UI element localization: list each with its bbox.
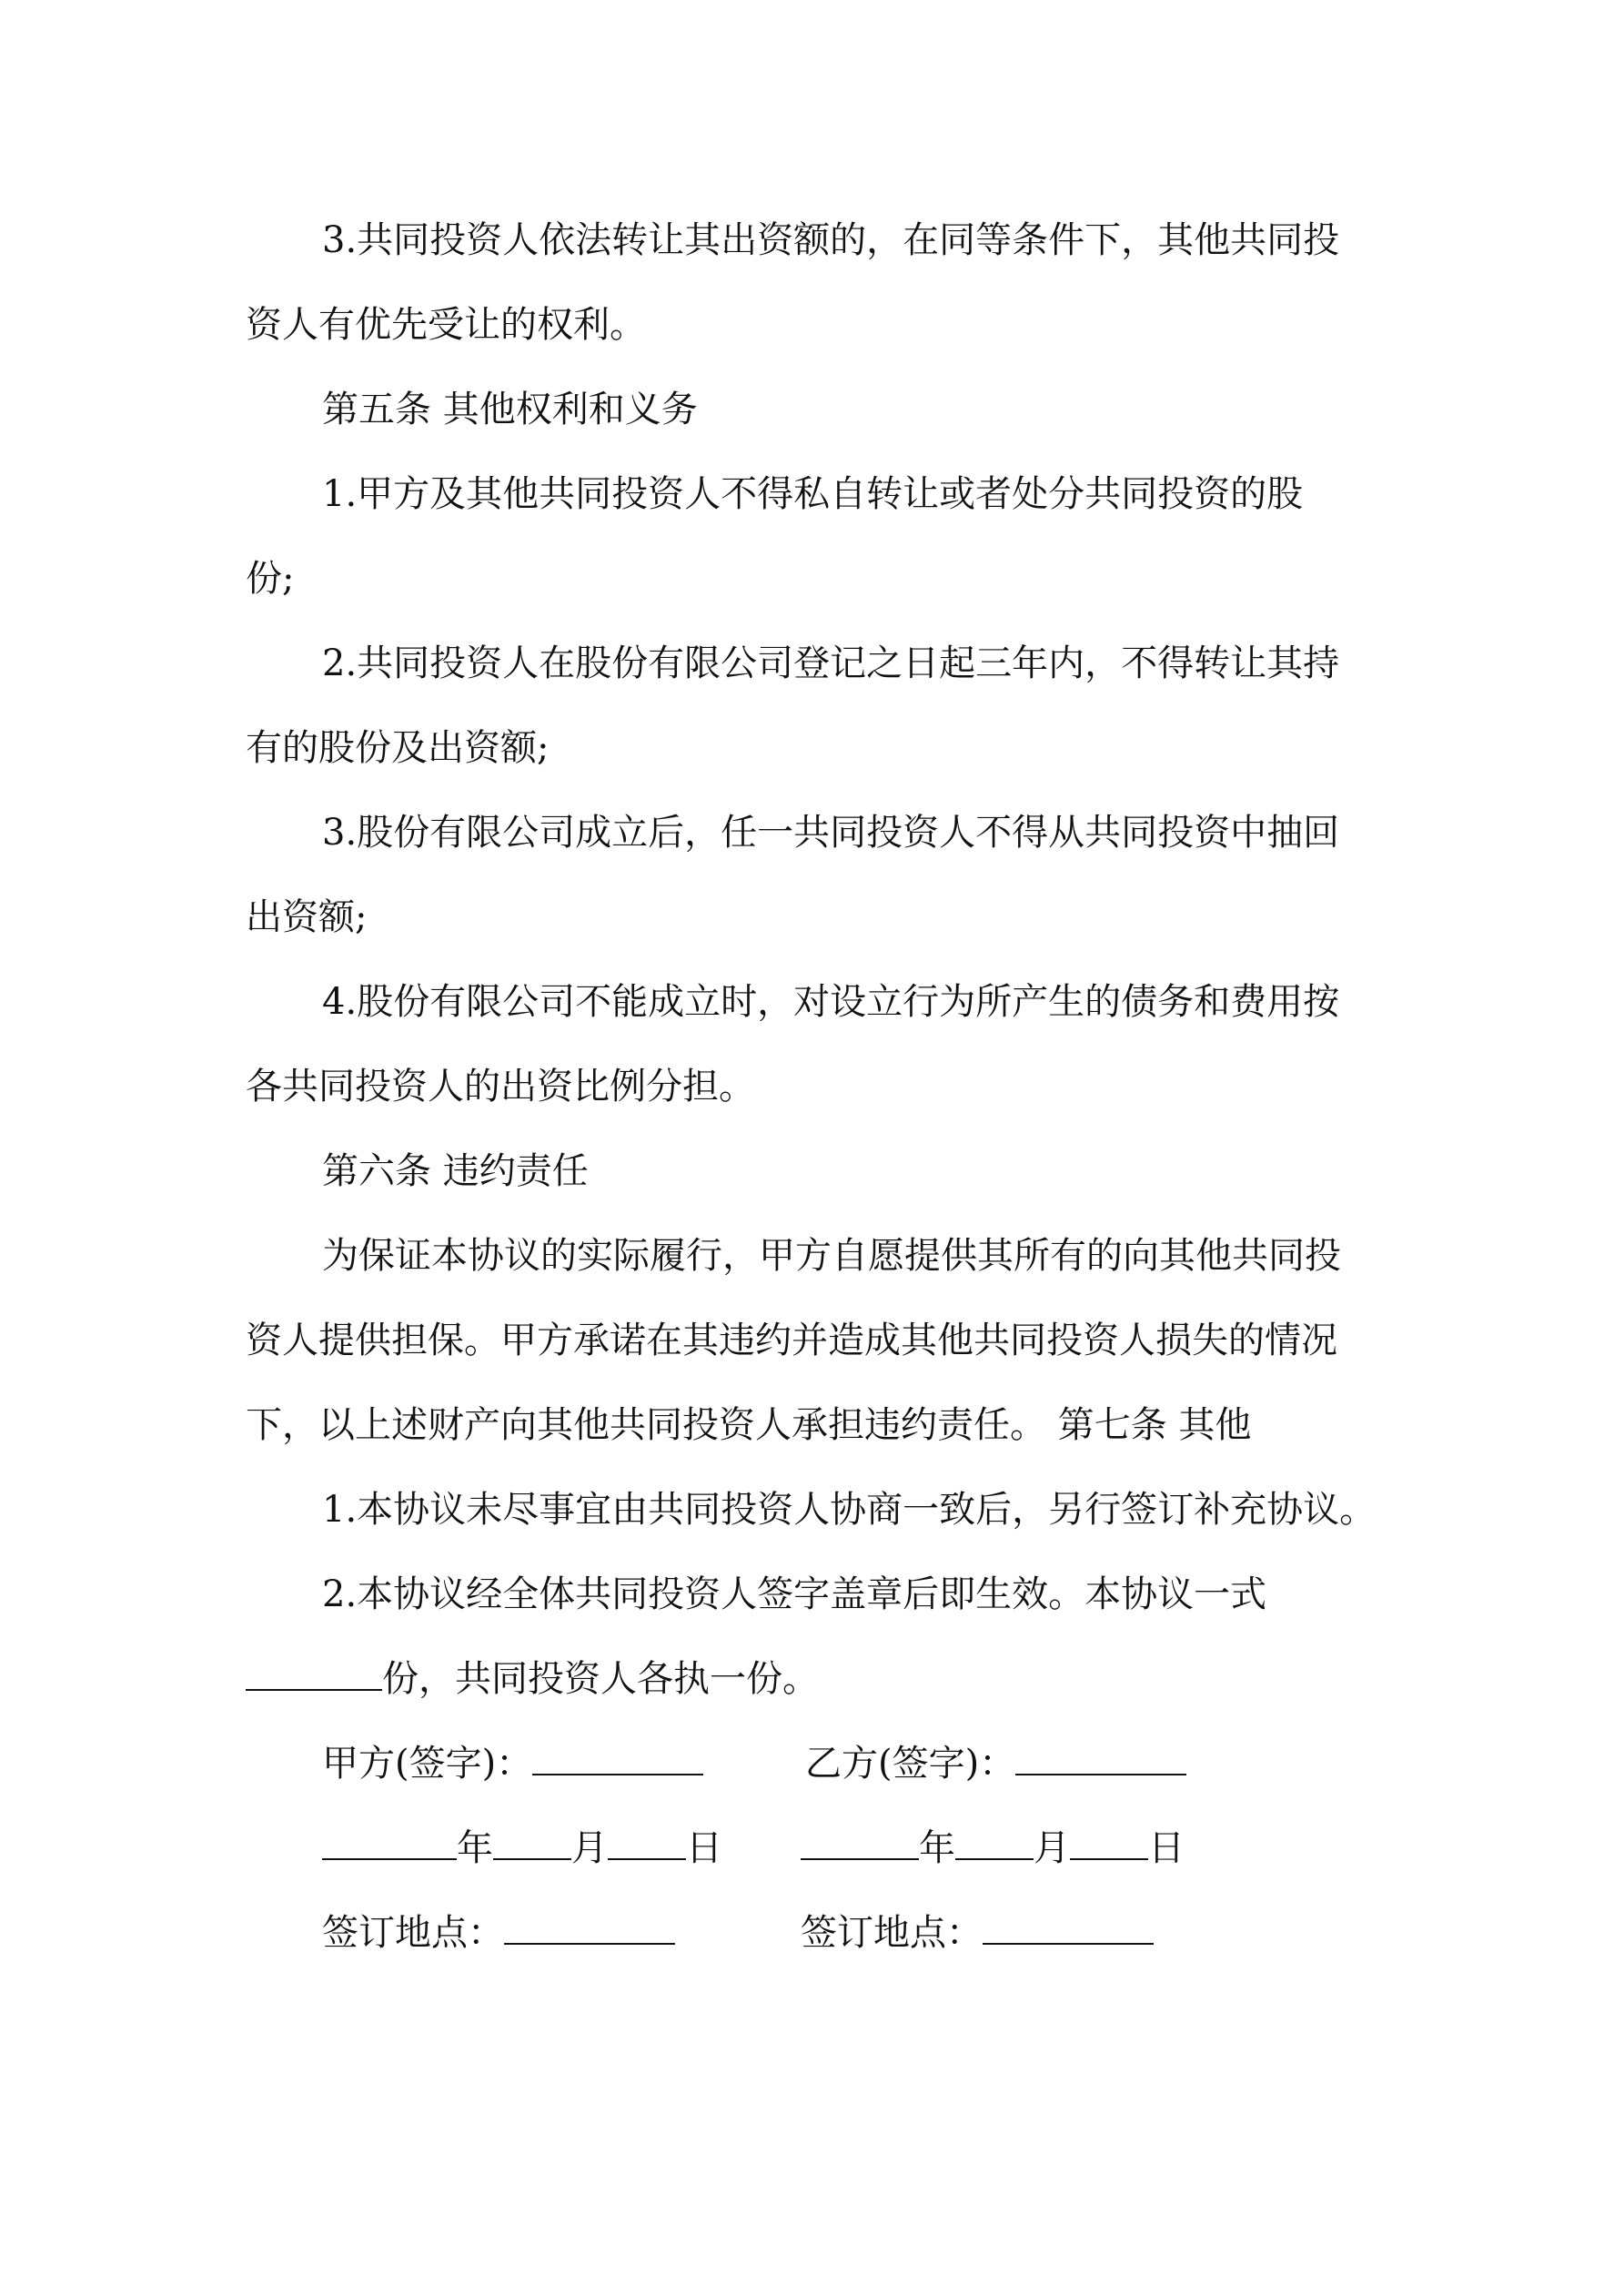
paragraph-line: 1.甲方及其他共同投资人不得私自转让或者处分共同投资的股 bbox=[322, 473, 1304, 515]
paragraph-line: 4.股份有限公司不能成立时，对设立行为所产生的债务和费用按 bbox=[322, 981, 1340, 1023]
party-b-place-blank[interactable] bbox=[983, 1912, 1154, 1945]
party-b-month-blank[interactable] bbox=[955, 1827, 1034, 1860]
month-label: 月 bbox=[1034, 1827, 1070, 1869]
paragraph-line: 资人有优先受让的权利。 bbox=[246, 304, 646, 346]
month-label: 月 bbox=[571, 1827, 608, 1869]
party-a-signature bbox=[322, 1742, 703, 1785]
copies-suffix: 份，共同投资人各执一份。 bbox=[382, 1658, 819, 1700]
paragraph-line: 3.股份有限公司成立后，任一共同投资人不得从共同投资中抽回 bbox=[322, 812, 1340, 854]
paragraph-line: 3.共同投资人依法转让其出资额的，在同等条件下，其他共同投 bbox=[322, 219, 1340, 261]
party-a-place-blank[interactable] bbox=[504, 1912, 675, 1945]
party-a-signature-blank[interactable] bbox=[532, 1743, 703, 1775]
paragraph-line: 资人提供担保。甲方承诺在其违约并造成其他共同投资人损失的情况 bbox=[246, 1320, 1337, 1361]
party-b-date bbox=[801, 1826, 1185, 1870]
paragraph-line: 有的股份及出资额; bbox=[246, 727, 550, 769]
paragraph-line: 2.共同投资人在股份有限公司登记之日起三年内，不得转让其持 bbox=[322, 642, 1340, 684]
party-a-month-blank[interactable] bbox=[493, 1827, 571, 1860]
party-b-place bbox=[801, 1911, 1154, 1955]
paragraph-line: 为保证本协议的实际履行，甲方自愿提供其所有的向其他共同投 bbox=[322, 1235, 1341, 1277]
place-label: 签订地点： bbox=[801, 1912, 983, 1954]
paragraph-line: 出资额; bbox=[246, 896, 368, 938]
paragraph-line: 1.本协议未尽事宜由共同投资人协商一致后，另行签订补充协议。 bbox=[322, 1489, 1377, 1531]
copies-line bbox=[246, 1657, 819, 1701]
place-label: 签订地点： bbox=[322, 1912, 504, 1954]
party-a-label: 甲方(签字)： bbox=[322, 1743, 533, 1785]
party-a-date bbox=[322, 1826, 722, 1870]
paragraph-line: 2.本协议经全体共同投资人签字盖章后即生效。本协议一式 bbox=[322, 1573, 1267, 1615]
party-a-place bbox=[322, 1911, 675, 1955]
party-b-year-blank[interactable] bbox=[801, 1827, 919, 1860]
party-b-label: 乙方(签字)： bbox=[805, 1743, 1016, 1785]
year-label: 年 bbox=[919, 1827, 955, 1869]
year-label: 年 bbox=[457, 1827, 493, 1869]
party-b-signature-blank[interactable] bbox=[1015, 1743, 1186, 1775]
article-heading: 第六条 违约责任 bbox=[322, 1150, 589, 1192]
paragraph-line: 份; bbox=[246, 558, 295, 600]
paragraph-line: 下，以上述财产向其他共同投资人承担违约责任。 第七条 其他 bbox=[246, 1404, 1252, 1446]
paragraph-line: 各共同投资人的出资比例分担。 bbox=[246, 1066, 755, 1108]
party-a-year-blank[interactable] bbox=[322, 1827, 457, 1860]
day-label: 日 bbox=[1148, 1827, 1185, 1869]
party-b-signature bbox=[805, 1742, 1186, 1785]
party-b-day-blank[interactable] bbox=[1070, 1827, 1148, 1860]
party-a-day-blank[interactable] bbox=[608, 1827, 686, 1860]
copies-blank[interactable] bbox=[246, 1658, 382, 1691]
article-heading: 第五条 其他权利和义务 bbox=[322, 389, 698, 430]
day-label: 日 bbox=[686, 1827, 722, 1869]
